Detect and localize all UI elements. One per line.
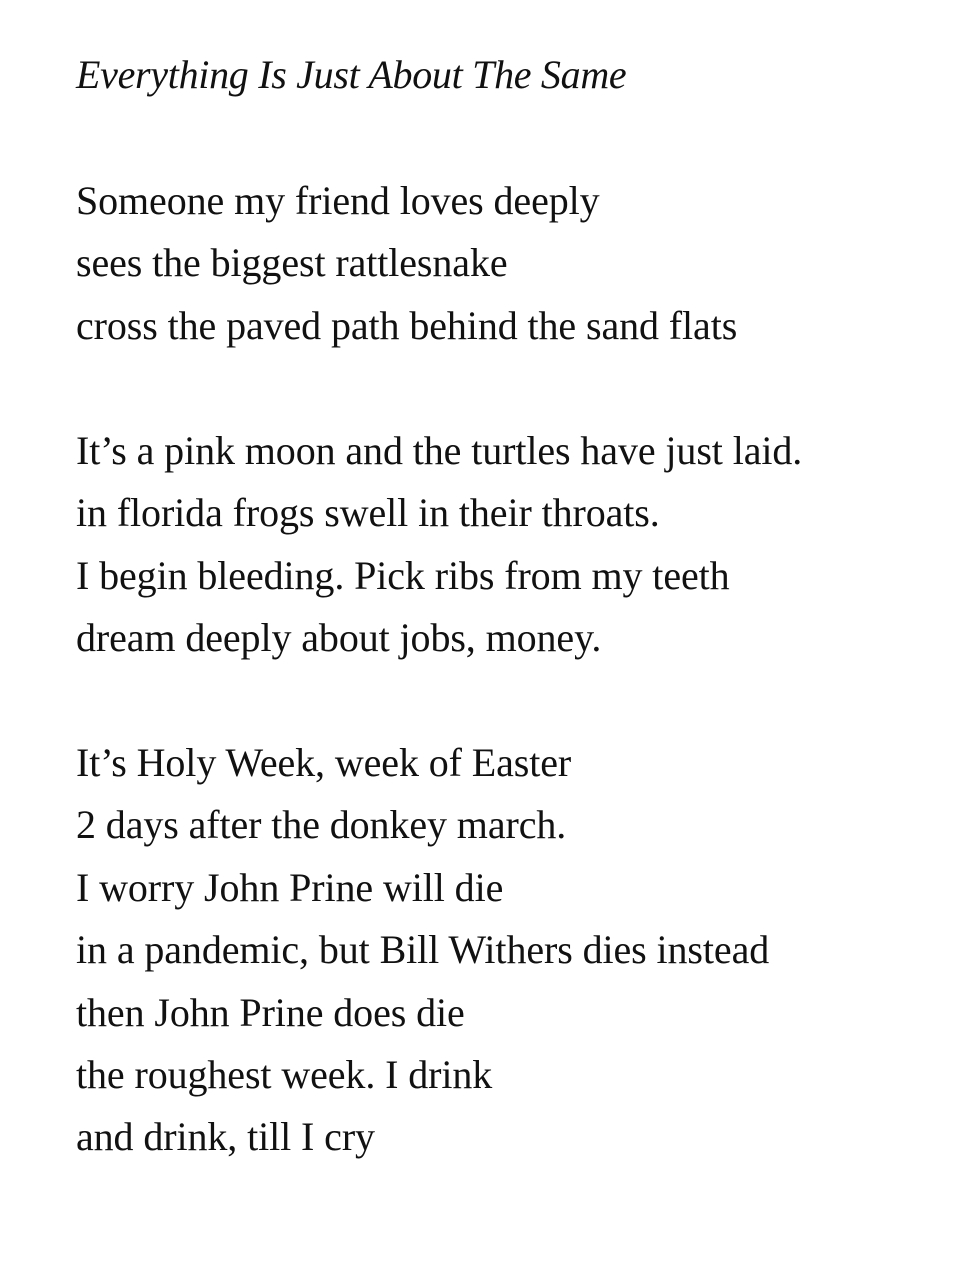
poem-line: in a pandemic, but Bill Withers dies instead xyxy=(76,927,770,973)
poem-line: It’s a pink moon and the turtles have just laid. xyxy=(76,428,803,473)
stanza-3 xyxy=(76,732,769,1169)
poem-line: I worry John Prine will die xyxy=(76,864,504,910)
poem-line: then John Prine does die xyxy=(76,989,465,1035)
poem-line: cross the paved path behind the sand flats xyxy=(76,302,738,348)
poem-line: in florida frogs swell in their throats. xyxy=(76,490,660,536)
poem-line: It’s Holy Week, week of Easter xyxy=(76,740,572,785)
stanza-1 xyxy=(76,170,737,357)
poem-line: Someone my friend loves deeply xyxy=(76,178,600,223)
poem-line: sees the biggest rattlesnake xyxy=(76,240,508,286)
poem-title: Everything Is Just About The Same xyxy=(76,52,627,97)
poem-line: I begin bleeding. Pick ribs from my teeth xyxy=(76,552,730,598)
poem-line: dream deeply about jobs, money. xyxy=(76,615,602,661)
stanza-2 xyxy=(76,420,802,670)
poem-line: the roughest week. I drink xyxy=(76,1051,493,1097)
poem-line: and drink, till I cry xyxy=(76,1114,375,1160)
poem-line: 2 days after the donkey march. xyxy=(76,802,567,848)
